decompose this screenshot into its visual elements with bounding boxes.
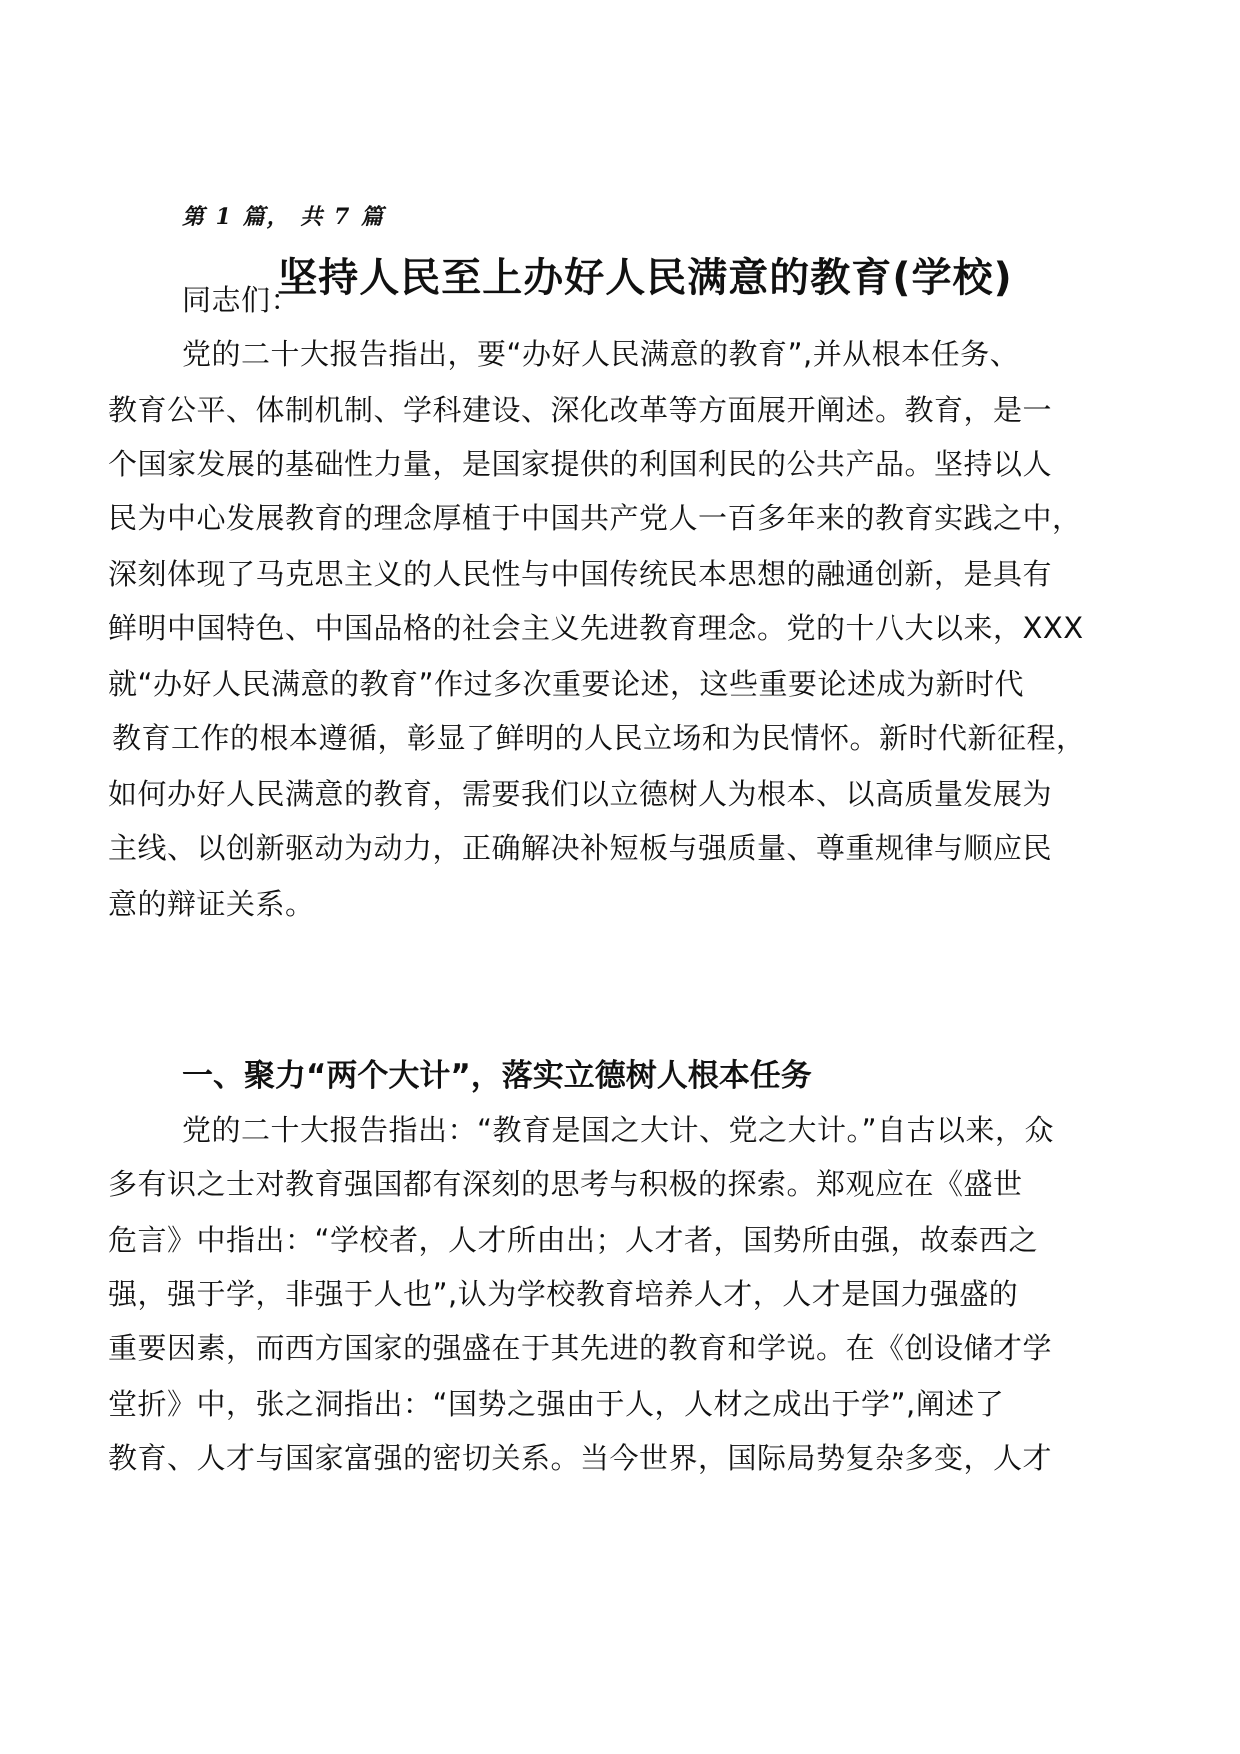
paragraph-line: 鲜明中国特色、中国品格的社会主义先进教育理念。党的十八大以来，XXX bbox=[108, 611, 1084, 645]
paragraph-line: 如何办好人民满意的教育，需要我们以立德树人为根本、以高质量发展为 bbox=[108, 777, 1053, 811]
paragraph-line: 危言》中指出：“学校者，人才所由出；人才者，国势所由强，故泰西之 bbox=[108, 1223, 1039, 1257]
paragraph-line: 个国家发展的基础性力量，是国家提供的利国利民的公共产品。坚持以人 bbox=[108, 447, 1053, 481]
paragraph-line: 教育、人才与国家富强的密切关系。当今世界，国际局势复杂多变，人才 bbox=[108, 1441, 1053, 1475]
document-title: 坚持人民至上办好人民满意的教育(学校) bbox=[277, 255, 1013, 301]
paragraph-line: 党的二十大报告指出，要“办好人民满意的教育”,并从根本任务、 bbox=[182, 337, 1020, 371]
paragraph-line: 强，强于学，非强于人也”,认为学校教育培养人才，人才是国力强盛的 bbox=[108, 1277, 1019, 1311]
paragraph-line: 教育公平、体制机制、学科建设、深化改革等方面展开阐述。教育，是一 bbox=[108, 393, 1053, 427]
paragraph-line: 多有识之士对教育强国都有深刻的思考与积极的探索。郑观应在《盛世 bbox=[108, 1167, 1023, 1201]
section-heading: 一、聚力“两个大计”，落实立德树人根本任务 bbox=[182, 1058, 812, 1094]
paragraph-line: 主线、以创新驱动为动力，正确解决补短板与强质量、尊重规律与顺应民 bbox=[108, 831, 1053, 865]
paragraph-line: 重要因素，而西方国家的强盛在于其先进的教育和学说。在《创设储才学 bbox=[108, 1331, 1053, 1365]
article-counter: 第 1 篇， 共 7 篇 bbox=[182, 204, 385, 230]
paragraph-line: 教育工作的根本遵循，彰显了鲜明的人民立场和为民情怀。新时代新征程， bbox=[112, 721, 1086, 755]
paragraph-line: 党的二十大报告指出：“教育是国之大计、党之大计。”自古以来，众 bbox=[182, 1113, 1055, 1147]
paragraph-line: 就“办好人民满意的教育”作过多次重要论述，这些重要论述成为新时代 bbox=[108, 667, 1025, 701]
paragraph-line: 意的辩证关系。 bbox=[108, 887, 315, 921]
salutation: 同志们： bbox=[182, 283, 301, 317]
paragraph-line: 民为中心发展教育的理念厚植于中国共产党人一百多年来的教育实践之中， bbox=[108, 501, 1082, 535]
paragraph-line: 深刻体现了马克思主义的人民性与中国传统民本思想的融通创新，是具有 bbox=[108, 557, 1053, 591]
paragraph-line: 堂折》中，张之洞指出：“国势之强由于人，人材之成出于学”,阐述了 bbox=[108, 1387, 1005, 1421]
